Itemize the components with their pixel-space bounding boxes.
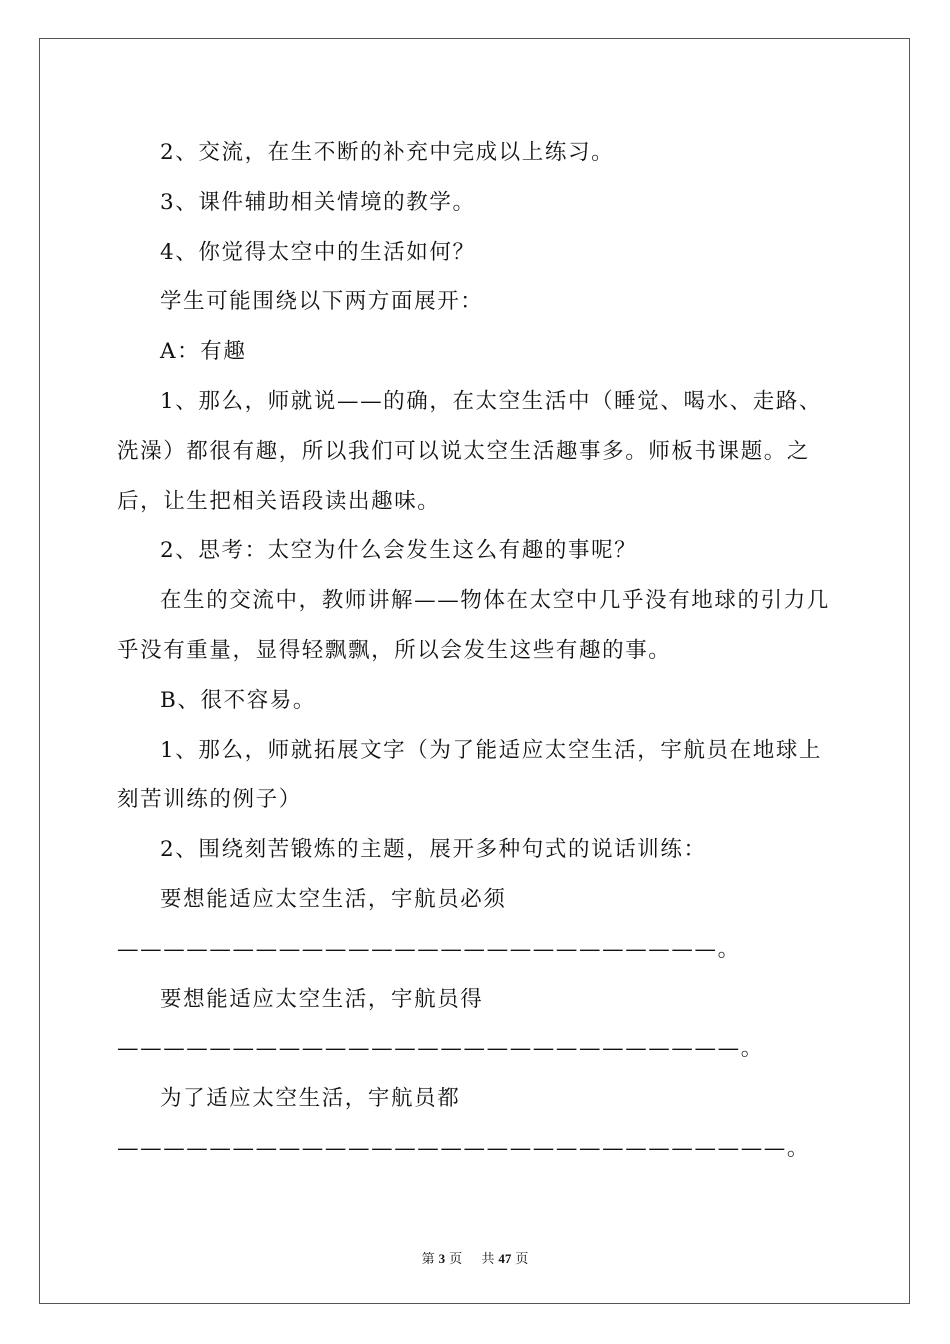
paragraph: B、很不容易。 [160, 687, 317, 713]
paragraph: 要想能适应太空生活，宇航员必须——————————————————————————。 [117, 886, 741, 962]
paragraph: 2、围绕刻苦锻炼的主题，展开多种句式的说话训练： [160, 837, 707, 863]
page-prefix: 第 [421, 1251, 435, 1266]
paragraph: A：有趣 [160, 339, 247, 365]
paragraph: 学生可能围绕以下两方面展开： [160, 289, 484, 315]
paragraph: 4、你觉得太空中的生活如何？ [160, 239, 476, 265]
paragraph: 1、那么，师就拓展文字（为了能适应太空生活，宇航员在地球上刻苦训练的例子） [117, 737, 823, 813]
total-pages: 47 [498, 1251, 512, 1266]
paragraph: 2、思考：太空为什么会发生这么有趣的事呢？ [160, 538, 638, 564]
total-suffix: 页 [515, 1251, 529, 1266]
page-footer [0, 1248, 950, 1267]
page-number: 3 [438, 1251, 446, 1266]
paragraph: 在生的交流中，教师讲解——物体在太空中几乎没有地球的引力几乎没有重量，显得轻飘飘，所以会发生这些有趣的事。 [117, 588, 830, 663]
paragraph: 3、课件辅助相关情境的教学。 [160, 189, 476, 215]
paragraph: 要想能适应太空生活，宇航员得———————————————————————————。 [117, 986, 764, 1062]
page-suffix: 页 [449, 1251, 463, 1266]
total-prefix: 共 [481, 1251, 495, 1266]
paragraph: 为了适应太空生活，宇航员都—————————————————————————————。 [117, 1086, 810, 1161]
paragraph: 1、那么，师就说——的确，在太空生活中（睡觉、喝水、走路、洗澡）都很有趣，所以我们可以说太空生活趣事多。师板书课题。之后，让生把相关语段读出趣味。 [117, 388, 823, 514]
paragraph: 2、交流，在生不断的补充中完成以上练习。 [160, 140, 615, 165]
total-indicator [477, 1251, 532, 1266]
document-body [117, 128, 837, 1174]
page-indicator [418, 1251, 467, 1266]
